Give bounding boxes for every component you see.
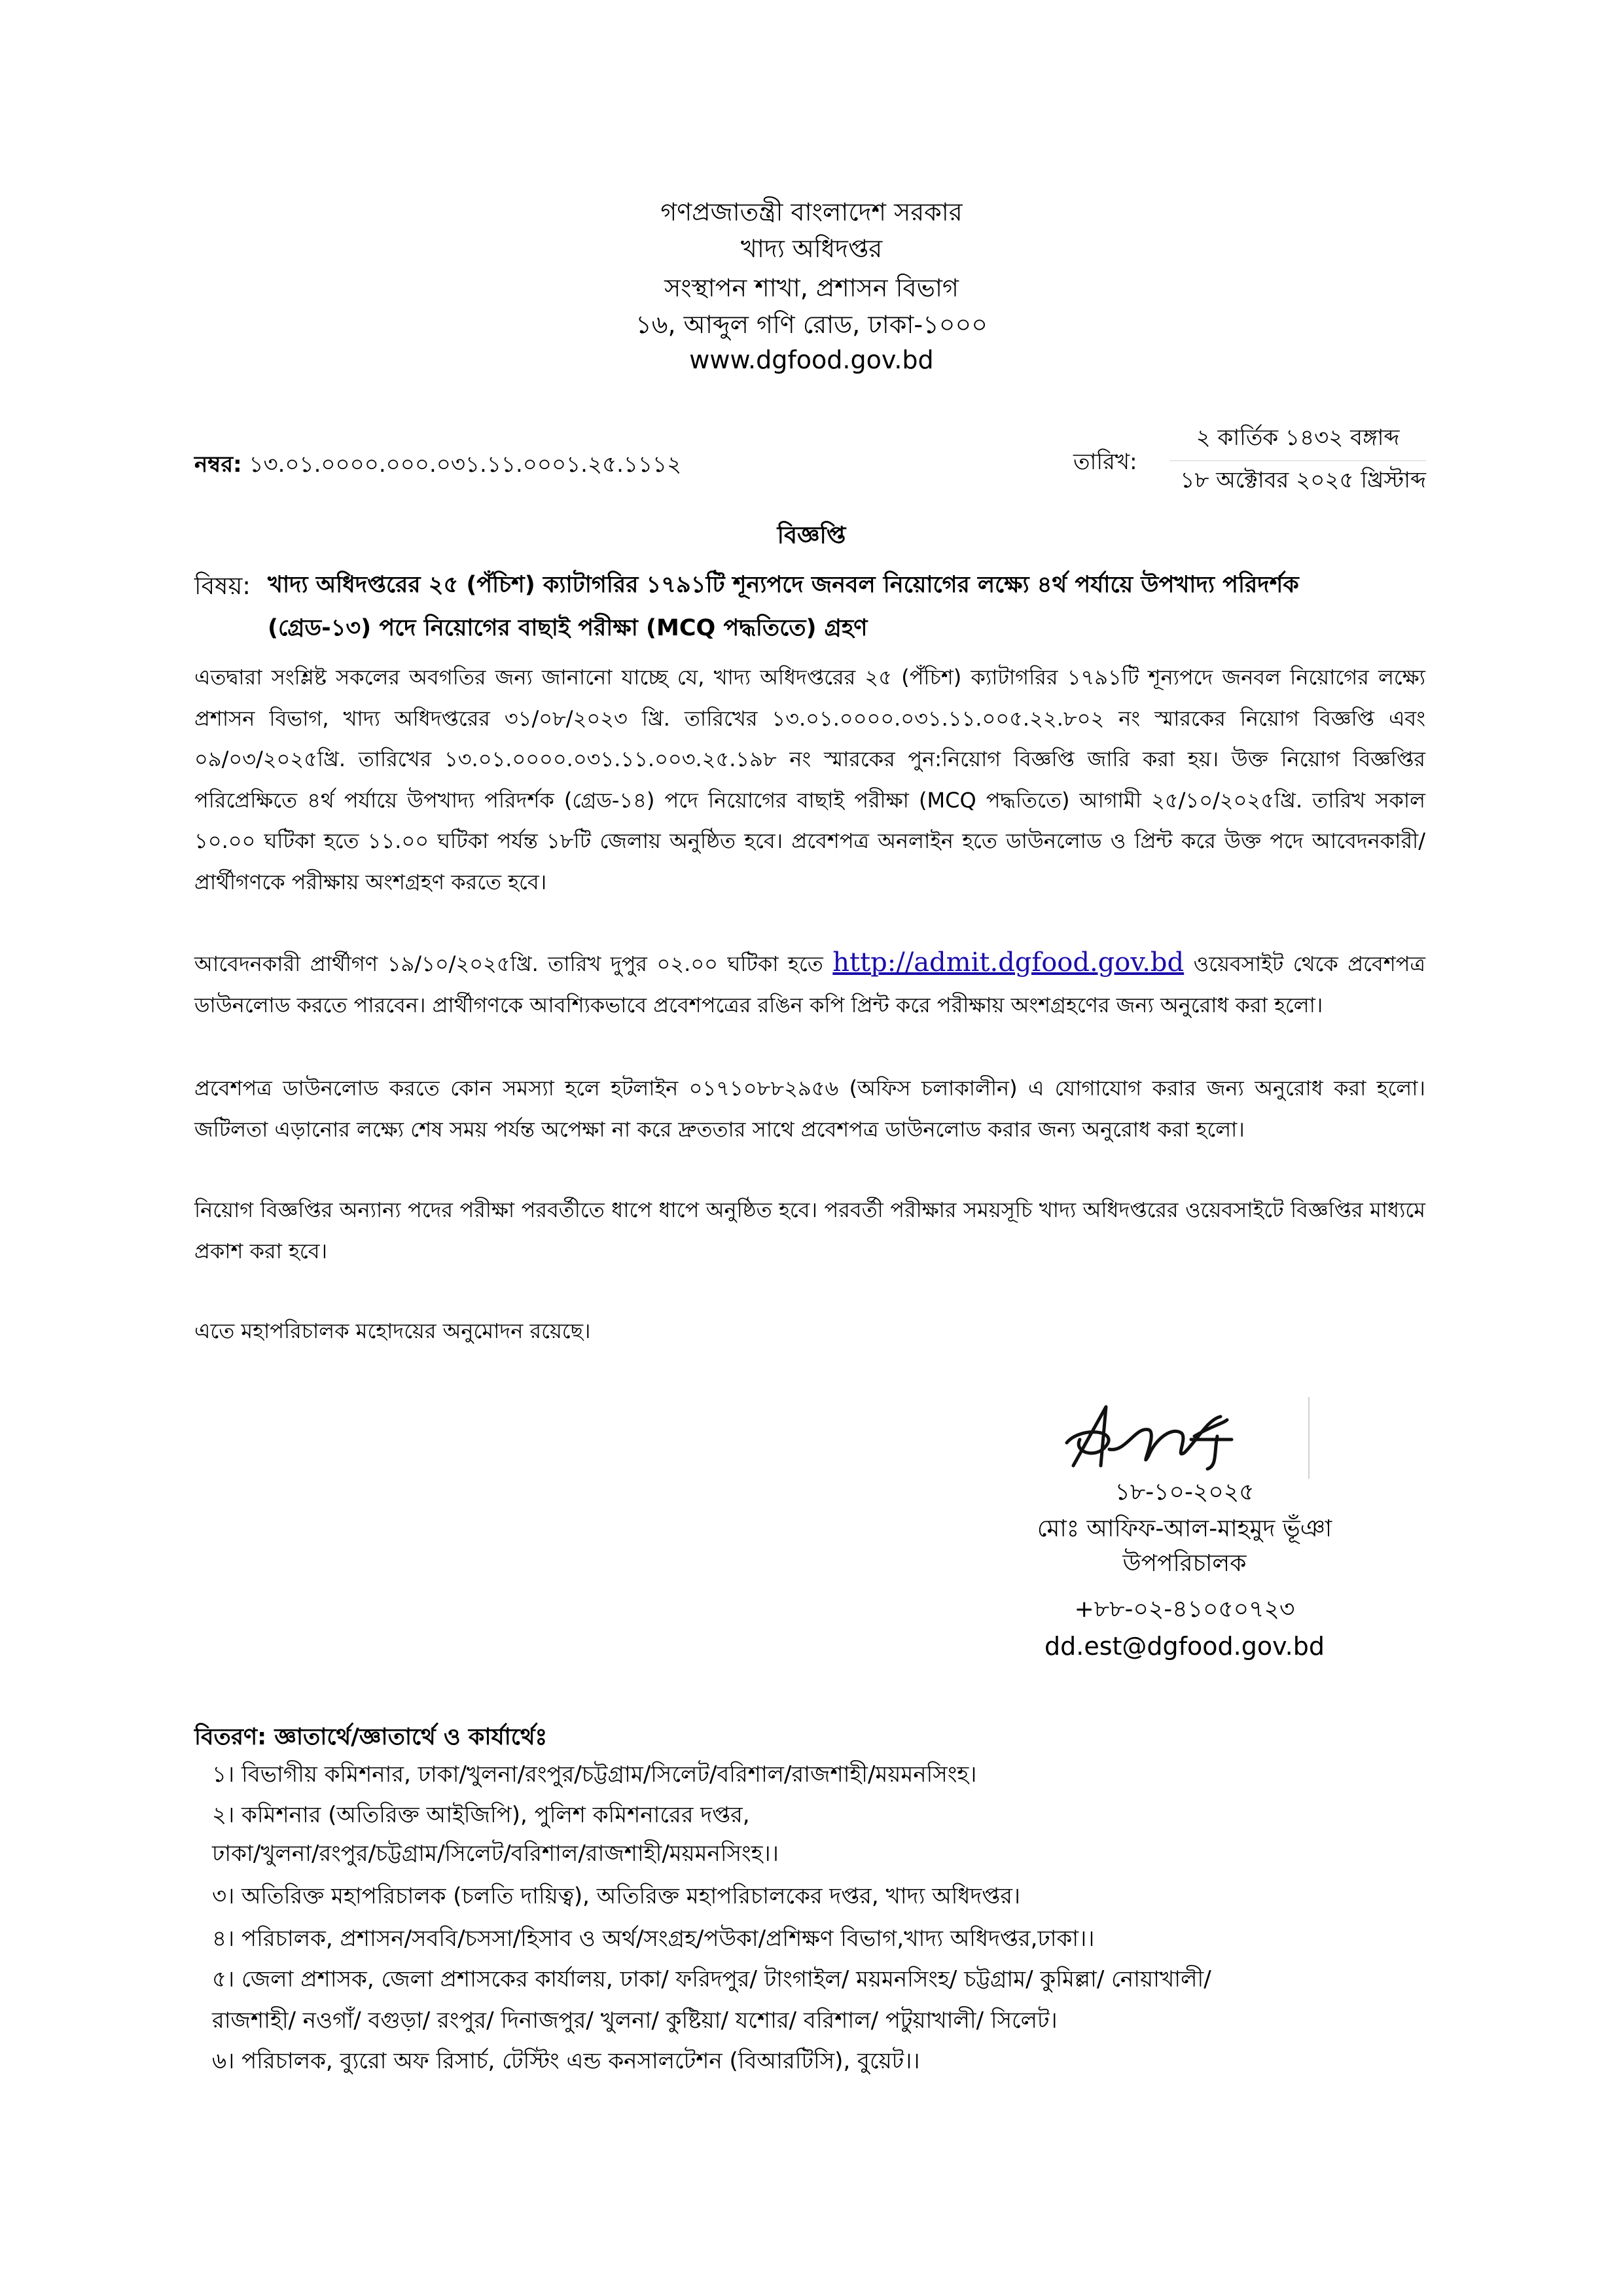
memo-number: [194, 448, 681, 485]
date-label: তারিখ:: [1073, 449, 1137, 475]
distribution-title: বিতরণ: জ্ঞাতার্থে/জ্ঞাতার্থে ও কার্যার্থেঃ: [194, 1724, 548, 1750]
date-bangla: ২ কার্তিক ১৪৩২ বঙ্গাব্দ: [1196, 425, 1400, 451]
distribution-item: ঢাকা/খুলনা/রংপুর/চট্টগ্রাম/সিলেট/বরিশাল/রাজশাহী/ময়মনসিংহ।।: [212, 1841, 779, 1867]
signature-date: ১৮-১০-২০২৫: [1115, 1479, 1255, 1506]
body-paragraph-1: এতদ্বারা সংশ্লিষ্ট সকলের অবগতির জন্য জানানো যাচ্ছে যে, খাদ্য অধিদপ্তরের ২৫ (পঁচিশ) ক্যাটাগরির ১৭৯১টি শূন্যপদে জনবল নিয়োগের লক্ষ্যে প্রশাসন বিভাগ, খাদ্য অধিদপ্তরের ৩১/০৮/২০২৩ খ্রি. তারিখের ১৩.০১.০০০০.০৩১.১১.০০৫.২২.৮০২ নং স্মারকের নিয়োগ বিজ্ঞপ্তি এবং ০৯/০৩/২০২৫খ্রি. তারিখের ১৩.০১.০০০০.০৩১.১১.০০৩.২৫.১৯৮ নং স্মারকের পুন:নিয়োগ বিজ্ঞপ্তি জারি করা হয়। উক্ত নিয়োগ বিজ্ঞপ্তির পরিপ্রেক্ষিতে ৪র্থ পর্যায়ে উপখাদ্য পরিদর্শক (গ্রেড-১৪) পদে নিয়োগের বাছাই পরীক্ষা (MCQ পদ্ধতিতে) আগামী ২৫/১০/২০২৫খ্রি. তারিখ সকাল ১০.০০ ঘটিকা হতে ১১.০০ ঘটিকা পর্যন্ত ১৮টি জেলায় অনুষ্ঠিত হবে। প্রবেশপত্র অনলাইন হতে ডাউনলোড ও প্রিন্ট করে উক্ত পদে আবেদনকারী/প্রার্থীগণকে পরীক্ষায় অংশগ্রহণ করতে হবে।: [194, 665, 1425, 894]
body-paragraph-4: নিয়োগ বিজ্ঞপ্তির অন্যান্য পদের পরীক্ষা পরবর্তীতে ধাপে ধাপে অনুষ্ঠিত হবে। পরবর্তী পরীক্ষার সময়সূচি খাদ্য অধিদপ্তরের ওয়েবসাইটে বিজ্ঞপ্তির মাধ্যমে প্রকাশ করা হবে।: [194, 1197, 1425, 1263]
government-name: গণপ্রজাতন্ত্রী বাংলাদেশ সরকার: [660, 198, 963, 226]
signatory-email[interactable]: dd.est@dgfood.gov.bd: [1044, 1632, 1325, 1661]
subject-line-2: (গ্রেড-১৩) পদে নিয়োগের বাছাই পরীক্ষা (MCQ পদ্ধতিতে) গ্রহণ: [268, 615, 868, 641]
notice-title: বিজ্ঞপ্তি: [777, 522, 846, 549]
distribution-item: ৫। জেলা প্রশাসক, জেলা প্রশাসকের কার্যালয়, ঢাকা/ ফরিদপুর/ টাংগাইল/ ময়মনসিংহ/ চট্টগ্রাম/ কুমিল্লা/ নোয়াখালী/: [212, 1966, 1211, 1992]
body-paragraph-3: প্রবেশপত্র ডাউনলোড করতে কোন সমস্যা হলে হটলাইন ০১৭১০৮৮২৯৫৬ (অফিস চলাকালীন) এ যোগাযোগ করার জন্য অনুরোধ করা হলো। জটিলতা এড়ানোর লক্ষ্যে শেষ সময় পর্যন্ত অপেক্ষা না করে দ্রুততার সাথে প্রবেশপত্র ডাউনলোড করার জন্য অনুরোধ করা হলো।: [194, 1076, 1425, 1142]
distribution-item: ৬। পরিচালক, ব্যুরো অফ রিসার্চ, টেস্টিং এন্ড কনসালটেশন (বিআরটিসি), বুয়েট।।: [212, 2048, 920, 2074]
memo-number-label: নম্বর:: [194, 451, 242, 478]
body-paragraph-5: এতে মহাপরিচালক মহোদয়ের অনুমোদন রয়েছে।: [194, 1318, 591, 1343]
body-paragraph-2: [194, 942, 1425, 1025]
subject-label: বিষয়:: [194, 572, 251, 600]
para2-text-after: ওয়েবসাইট থেকে প্রবেশপত্র ডাউনলোড করতে পারবেন। প্রার্থীগণকে আবশ্যিকভাবে প্রবেশপত্রের রঙিন কপি প্রিন্ট করে পরীক্ষায় অংশগ্রহণের জন্য অনুরোধ করা হলো।: [194, 951, 1425, 1017]
address: ১৬, আব্দুল গণি রোড, ঢাকা-১০০০: [635, 310, 988, 339]
date-gregorian: ১৮ অক্টোবর ২০২৫ খ্রিস্টাব্দ: [1180, 467, 1426, 493]
distribution-item: ১। বিভাগীয় কমিশনার, ঢাকা/খুলনা/রংপুর/চট্টগ্রাম/সিলেট/বরিশাল/রাজশাহী/ময়মনসিংহ।: [212, 1761, 977, 1788]
date-divider: [1169, 460, 1426, 461]
signatory-phone: +৮৮-০২-৪১০৫০৭২৩: [1074, 1596, 1295, 1623]
signature-divider: [1308, 1397, 1310, 1479]
admit-card-link[interactable]: http://admit.dgfood.gov.bd: [832, 947, 1185, 978]
distribution-item: রাজশাহী/ নওগাঁ/ বগুড়া/ রংপুর/ দিনাজপুর/ খুলনা/ কুষ্টিয়া/ যশোর/ বরিশাল/ পটুয়াখালী/ সিলেট।: [212, 2007, 1058, 2034]
branch-name: সংস্থাপন শাখা, প্রশাসন বিভাগ: [664, 274, 959, 302]
signatory-name: মোঃ আফিফ-আল-মাহমুদ ভূঁঞা: [1037, 1515, 1332, 1542]
distribution-item: ২। কমিশনার (অতিরিক্ত আইজিপি), পুলিশ কমিশনারের দপ্তর,: [212, 1802, 750, 1828]
distribution-item: ৪। পরিচালক, প্রশাসন/সববি/চসসা/হিসাব ও অর্থ/সংগ্রহ/পউকা/প্রশিক্ষণ বিভাগ,খাদ্য অধিদপ্তর,ঢাকা।।: [212, 1926, 1095, 1952]
website[interactable]: www.dgfood.gov.bd: [689, 345, 934, 374]
memo-number-value: ১৩.০১.০০০০.০০০.০৩১.১১.০০০১.২৫.১১১২: [249, 451, 682, 478]
signatory-designation: উপপরিচালক: [1122, 1550, 1247, 1577]
subject-line-1: খাদ্য অধিদপ্তরের ২৫ (পঁচিশ) ক্যাটাগরির ১৭৯১টি শূন্যপদে জনবল নিয়োগের লক্ষ্যে ৪র্থ পর্যায়ে উপখাদ্য পরিদর্শক: [268, 572, 1299, 598]
para2-text-before: আবেদনকারী প্রার্থীগণ ১৯/১০/২০২৫খ্রি. তারিখ দুপুর ০২.০০ ঘটিকা হতে: [194, 951, 833, 976]
signature-image: [1060, 1400, 1283, 1479]
department-name: খাদ্য অধিদপ্তর: [740, 234, 883, 263]
distribution-item: ৩। অতিরিক্ত মহাপরিচালক (চলতি দায়িত্ব), অতিরিক্ত মহাপরিচালকের দপ্তর, খাদ্য অধিদপ্তর।: [212, 1883, 1021, 1909]
